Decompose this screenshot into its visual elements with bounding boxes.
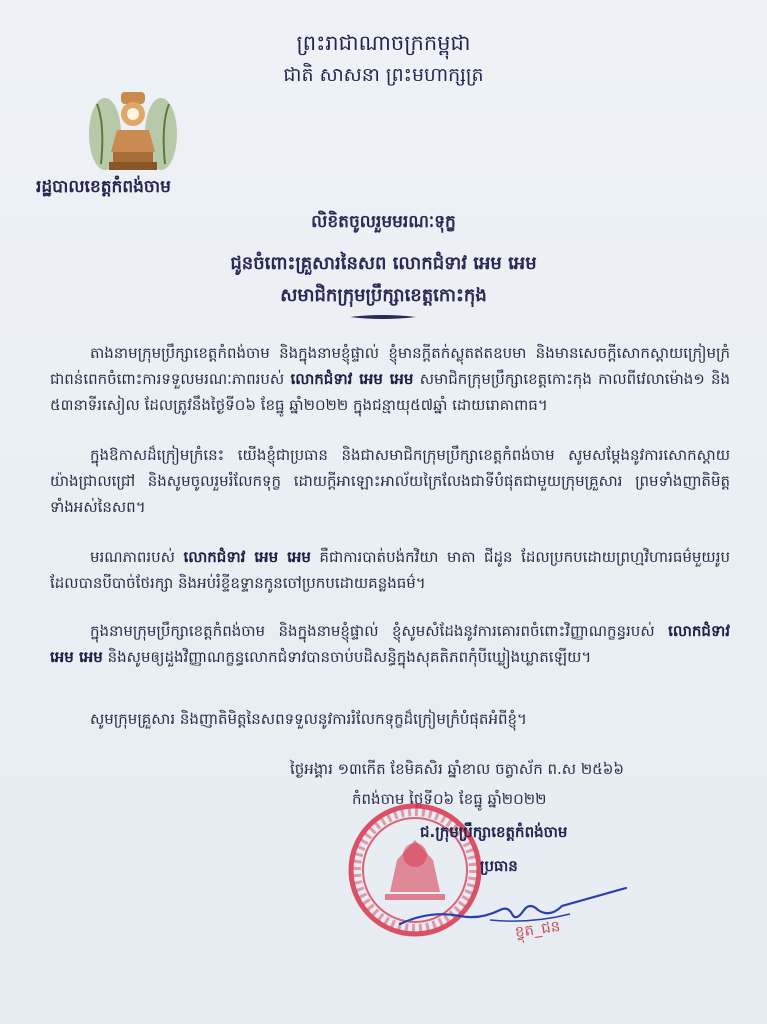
provincial-emblem-icon: [83, 84, 183, 176]
paragraph-text: ក្នុងនាមក្រុមប្រឹក្សាខេត្តកំពង់ចាម និងក្នុងនាមខ្ញុំផ្ទាល់ ខ្ញុំសូមសំដែងនូវការគោរពចំពោះវិញ្ញាណក្ខន្ធរបស់: [90, 622, 655, 640]
letter-recipient: ជូនចំពោះគ្រួសារនៃសព លោកជំទាវ អេម អេម: [230, 253, 537, 274]
paragraph-4: [50, 618, 730, 670]
deceased-name: លោកជំទាវ អេម អេម: [183, 548, 311, 566]
signer-name: ខ្វុត_ជន: [513, 916, 562, 942]
paragraph-text: សូមក្រុមគ្រួសារ និងញាតិមិត្តនៃសពទទួលនូវការរំលែកទុក្ខដ៏ក្រៀមក្រំបំផុតអំពីខ្ញុំ។: [90, 710, 527, 728]
kingdom-heading: ព្រះរាជាណាចក្រកម្ពុជា: [296, 31, 471, 55]
paragraph-1: [50, 340, 730, 418]
signatory-office: ជ.ក្រុមប្រឹក្សាខេត្តកំពង់ចាម: [420, 823, 568, 841]
handwritten-signature: [390, 880, 630, 940]
paragraph-text: ក្នុងឱកាសដ៏ក្រៀមក្រំនេះ យើងខ្ញុំជាប្រធាន និងជាសមាជិកក្រុមប្រឹក្សាខេត្តកំពង់ចាម សូមសម្ដែងនូវការសោកស្ដាយយ៉ាងជ្រាលជ្រៅ និងសូមចូលរួមរំលែកទុក្ខ ដោយក្ដីអាឡោះអាល័យក្រៃលែងជាទីបំផុតជាមួយក្រុមគ្រួសារ ព្រមទាំងញាតិមិត្តទាំងអស់នៃសព។: [50, 446, 730, 516]
signatory-role: ប្រធាន: [480, 857, 518, 875]
paragraph-text: សមាជិកក្រុមប្រឹក្សាខេត្តកោះកុង កាលពីវេលាម៉ោង១ និង ៥៣នាទីរសៀល ដែលត្រូវនឹងថ្ងៃទី០៦ ខែធ្នូ ឆ្នាំ២០២២ ក្នុងជន្មាយុ៥៧ឆ្នាំ ដោយរោគាពាធ។: [50, 370, 730, 414]
paragraph-3: [50, 544, 730, 596]
authority-name: រដ្ឋបាលខេត្តកំពង់ចាម: [36, 177, 171, 197]
paragraph-text: គឺជាការបាត់បង់កវិយា មាតា ជីដូន ដែលប្រកបដោយព្រហ្មវិហារធម៌មួយរូប ដែលបានបីបាច់ថែរក្សា និងអប់រំខ្ទីឧទ្ទានកូនចៅប្រកបដោយគន្លងធម៌។: [50, 548, 730, 592]
lunar-date: ថ្ងៃអង្គារ ១៣កើត ខែមិគសិរ ឆ្នាំខាល ចត្វាស័ក ព.ស ២៥៦៦: [290, 760, 625, 778]
letter-title: លិខិតចូលរួមមរណៈទុក្ខ: [311, 212, 456, 232]
divider-ornament: [350, 314, 416, 320]
solar-date: កំពង់ចាម ថ្ងៃទី០៦ ខែធ្នូ ឆ្នាំ២០២២: [352, 790, 547, 808]
paragraph-text: តាងនាមក្រុមប្រឹក្សាខេត្តកំពង់ចាម និងក្នុងនាមខ្ញុំផ្ទាល់ ខ្ញុំមានក្ដីតក់ស្លុតឥតឧបមា និងមានសេចក្ដីសោកស្ដាយក្រៀមក្រំជាពន់ពេកចំពោះការទទួលមរណៈភាពរបស់: [50, 344, 730, 388]
deceased-name: លោកជំទាវ អេម អេម: [290, 370, 414, 388]
paragraph-text: និងសូមឲ្យដួងវិញ្ញាណក្ខន្ធលោកជំទាវបានចាប់បដិសន្ធិក្នុងសុគតិភពកុំបីឃ្លៀងឃ្លាតឡើយ។: [107, 648, 592, 666]
national-motto: ជាតិ សាសនា ព្រះមហាក្សត្រ: [283, 64, 484, 86]
paragraph-5: [50, 706, 730, 732]
letter-recipient-role: សមាជិកក្រុមប្រឹក្សាខេត្តកោះកុង: [280, 285, 487, 306]
paragraph-text: មរណភាពរបស់: [90, 548, 175, 566]
deceased-name: លោកជំទាវ អេម អេម: [50, 622, 730, 666]
paragraph-2: [50, 442, 730, 520]
